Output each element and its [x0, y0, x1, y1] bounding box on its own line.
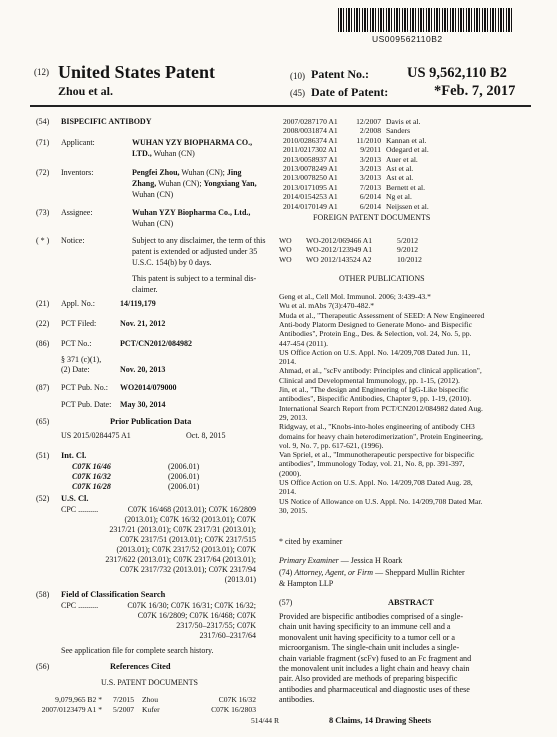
foreign-doc-number: WO-2012/069466 A1 — [306, 236, 373, 245]
int-cl-version: (2006.01) — [168, 482, 200, 491]
us-doc-name: Bernett et al. — [386, 182, 426, 192]
other-publication-line: US Office Action on U.S. Appl. No. 14/209,708 Dated Jun. 11, — [279, 347, 471, 357]
code-57: (57) — [279, 598, 293, 607]
claims-sheets: 8 Claims, 14 Drawing Sheets — [329, 716, 432, 725]
code-58: (58) — [36, 590, 50, 599]
us-doc-date: 6/2014 — [359, 192, 381, 202]
field-search-line: C07K 16/2809; C07K 16/468; C07K — [137, 611, 256, 620]
us-doc-date: 7/2015 — [113, 695, 135, 704]
applicant-line1: WUHAN YZY BIOPHARMA CO., — [132, 138, 253, 147]
us-doc-date: 7/2013 — [359, 182, 381, 192]
field-search-note: See application file for complete search history. — [61, 646, 214, 655]
us-doc-number: 2013/0058937 A1 — [283, 154, 338, 164]
cpc-line: C07K 2317/732 (2013.01); C07K 2317/94 — [119, 565, 256, 574]
cpc-line: C07K 16/468 (2013.01); C07K 16/2809 — [127, 505, 256, 514]
inventors-line1: Pengfei Zhou, Wuhan (CN); Jing — [132, 168, 242, 177]
code-10: (10) — [290, 71, 305, 81]
us-doc-name: Odegard et al. — [386, 145, 429, 155]
barcode — [338, 8, 514, 32]
us-doc-date: 3/2013 — [359, 173, 381, 183]
date-of-patent-label: Date of Patent: — [311, 85, 389, 99]
us-doc-date: 3/2013 — [359, 154, 381, 164]
code-12: (12) — [34, 67, 49, 77]
inventors-line2: Zhang, Wuhan (CN); Yongxiang Yan, — [132, 179, 257, 188]
inventor-short: Zhou et al. — [58, 84, 114, 98]
us-patent-docs-title: U.S. PATENT DOCUMENTS — [101, 678, 198, 687]
foreign-doc-number: WO-2012/123949 A1 — [306, 245, 373, 255]
assignee-line2: Wuhan (CN) — [132, 219, 174, 228]
other-publication-line: Wu et al. mAbs 7(3):470-482.* — [279, 301, 375, 311]
section-371-date-label: (2) Date: — [61, 365, 90, 374]
cpc-line: (2013.01); C07K 16/32 (2013.01); C07K — [124, 515, 256, 524]
pct-pub-no-label: PCT Pub. No.: — [61, 383, 108, 392]
other-publication-line: antibodies", Bispecific Antibodies, Chapter 9, pp. 1-19, (2010). — [279, 394, 472, 404]
code-56: (56) — [36, 662, 50, 671]
cpc-line: 2317/21 (2013.01); C07K 2317/31 (2013.01); — [109, 525, 256, 534]
us-doc-name: Davis et al. — [386, 117, 421, 126]
prior-pub-date: Oct. 8, 2015 — [186, 431, 226, 440]
abstract-line: Provided are bispecific antibodies comprised of a single- — [279, 612, 464, 621]
applicant-line2: LTD., Wuhan (CN) — [132, 149, 195, 158]
us-doc-name: Sanders — [386, 126, 411, 136]
us-doc-name: Ast et al. — [386, 173, 414, 183]
us-doc-name: Ng et al. — [386, 192, 412, 202]
us-doc-number: 2013/0078249 A1 — [283, 164, 338, 173]
int-cl-version: (2006.01) — [168, 462, 200, 471]
other-publication-line: Van Spriel, et al., "Immunotherapeutic perspective for bispecific — [279, 450, 475, 460]
us-doc-name: Kufer — [142, 705, 160, 714]
notice-line3: U.S.C. 154(b) by 0 days. — [132, 258, 212, 267]
foreign-doc-date: 9/2012 — [397, 245, 419, 255]
abstract-line: chain variable fragment (scFv) fused to an Fc fragment and — [279, 653, 472, 663]
other-publication-line: Anti-body Platorm Designed to Generate Mono- and Bispecific — [279, 319, 472, 329]
code-54: (54) — [36, 117, 50, 126]
pct-pub-no-value: WO2014/079000 — [120, 383, 177, 392]
us-doc-number: 2007/0123479 A1 * — [41, 705, 102, 714]
field-search-title: Field of Classification Search — [61, 590, 166, 599]
abstract-line: chain unit having specificity to an immune cell and a — [279, 622, 451, 632]
other-publication-line: US Notice of Allowance on U.S. Appl. No. 14/209,708 Dated Mar. — [279, 496, 483, 506]
abstract-line: pair. Also provided are methods of preparing bispecific — [279, 674, 458, 684]
code-72: (72) — [36, 168, 50, 177]
other-publication-line: Antibodies", Protein Eng., Des. & Selection, vol. 24, No. 5, pp. — [279, 329, 472, 339]
assignee-label: Assignee: — [61, 208, 93, 217]
inventors-label: Inventors: — [61, 168, 94, 177]
other-publication-line: 447-454 (2011). — [279, 338, 329, 348]
other-publication-line: International Search Report from PCT/CN2012/084982 dated Aug. — [279, 403, 483, 413]
field-search-line: 2317/60–2317/64 — [199, 631, 256, 640]
date-of-patent-value: *Feb. 7, 2017 — [434, 83, 516, 99]
foreign-doc-country: WO — [279, 236, 292, 245]
us-doc-class: C07K 16/32 — [218, 695, 256, 704]
assignee-line1: Wuhan YZY Biopharma Co., Ltd., — [132, 208, 251, 217]
code-51: (51) — [36, 451, 50, 460]
int-cl-version: (2006.01) — [168, 472, 200, 481]
us-doc-date: 11/2010 — [356, 135, 381, 145]
abstract-line: microorganism. The single-chain unit includes a single- — [279, 643, 460, 653]
other-publication-line: Clinical and Developmental Immunology, pp. 1-15, (2012). — [279, 375, 460, 385]
references-cited-title: References Cited — [110, 662, 171, 671]
other-publication-line: 2014. — [279, 487, 297, 497]
code-71: (71) — [36, 138, 50, 147]
us-patent-docs-extra: 514/44 R — [251, 716, 280, 725]
pct-filed-value: Nov. 21, 2012 — [120, 319, 166, 328]
prior-pub-number: US 2015/0284475 A1 — [61, 431, 131, 440]
notice-line2: patent is extended or adjusted under 35 — [132, 247, 258, 256]
cpc-label: CPC .......... — [61, 505, 99, 514]
pct-no-value: PCT/CN2012/084982 — [120, 339, 192, 348]
applicant-label: Applicant: — [61, 138, 95, 147]
attorney-line2: & Hampton LLP — [279, 579, 334, 588]
code-22: (22) — [36, 319, 50, 328]
field-search-line: C07K 16/30; C07K 16/31; C07K 16/32; — [127, 601, 256, 610]
other-publications-title: OTHER PUBLICATIONS — [339, 274, 425, 283]
foreign-doc-date: 5/2012 — [397, 236, 419, 245]
code-87: (87) — [36, 383, 50, 392]
int-cl-class: C07K 16/28 — [72, 482, 111, 491]
notice-label: Notice: — [61, 236, 85, 245]
patent-number-barcode-text: US009562110B2 — [372, 34, 443, 44]
title-of-invention: BISPECIFIC ANTIBODY — [61, 117, 152, 126]
cpc-line: 2317/622 (2013.01); C07K 2317/64 (2013.01); — [105, 555, 256, 564]
foreign-doc-number: WO 2012/143524 A2 — [306, 254, 372, 264]
us-doc-name: Auer et al. — [386, 154, 418, 164]
foreign-doc-date: 10/2012 — [397, 254, 422, 264]
cpc-line: C07K 2317/51 (2013.01); C07K 2317/515 — [119, 535, 256, 544]
us-doc-number: 2013/0078250 A1 — [283, 173, 338, 183]
int-cl-class: C07K 16/46 — [72, 462, 111, 471]
cited-by-examiner-note: * cited by examiner — [279, 537, 343, 546]
prior-publication-title: Prior Publication Data — [110, 417, 192, 426]
patent-no-value: US 9,562,110 B2 — [407, 65, 507, 81]
pct-no-label: PCT No.: — [61, 339, 92, 348]
us-doc-date: 12/2007 — [356, 117, 381, 126]
us-doc-date: 5/2007 — [113, 705, 135, 714]
us-doc-number: 2013/0171095 A1 — [283, 182, 338, 192]
us-doc-number: 9,079,965 B2 * — [55, 695, 102, 704]
us-doc-name: Zhou — [142, 695, 159, 704]
other-publication-line: 30, 2015. — [279, 505, 308, 515]
section-371-date-value: Nov. 20, 2013 — [120, 365, 166, 374]
other-publication-line: (2000). — [279, 468, 302, 478]
abstract-line: monovalent unit having specificity to a tumor cell or a — [279, 632, 455, 642]
us-doc-date: 9/2011 — [360, 145, 381, 155]
us-doc-date: 6/2014 — [359, 201, 381, 211]
foreign-doc-country: WO — [279, 254, 292, 264]
us-doc-number: 2008/0031874 A1 — [283, 126, 338, 136]
us-doc-name: Neijssen et al. — [386, 201, 429, 211]
patent-no-label: Patent No.: — [311, 67, 369, 81]
other-publication-line: Muda et al., "Therapeutic Assessment of SEED: A New Engineered — [279, 310, 485, 320]
attorney-line1: (74) Attorney, Agent, or Firm — Sheppard Mullin Richter — [279, 568, 465, 577]
us-doc-number: 2014/0154253 A1 — [283, 192, 338, 202]
field-search-cpc-label: CPC .......... — [61, 601, 99, 610]
code-73: (73) — [36, 208, 50, 217]
field-search-line: 2317/50–2317/55; C07K — [176, 621, 256, 630]
int-cl-title: Int. Cl. — [61, 451, 87, 460]
document-title: United States Patent — [58, 62, 215, 82]
foreign-doc-country: WO — [279, 245, 292, 255]
primary-examiner: Primary Examiner — Jessica H Roark — [279, 556, 403, 565]
pct-pub-date-value: May 30, 2014 — [120, 400, 166, 409]
cpc-line: (2013.01); C07K 2317/52 (2013.01); C07K — [116, 545, 256, 554]
us-cl-title: U.S. Cl. — [61, 494, 89, 503]
abstract-line: antibodies. — [279, 695, 315, 705]
us-doc-number: 2007/0287170 A1 — [283, 117, 338, 126]
section-371: § 371 (c)(1), — [61, 355, 102, 364]
code-21: (21) — [36, 299, 50, 308]
code-52: (52) — [36, 494, 50, 503]
us-doc-name: Ast et al. — [386, 164, 414, 173]
abstract-title: ABSTRACT — [388, 598, 434, 607]
foreign-patent-docs-title: FOREIGN PATENT DOCUMENTS — [313, 213, 431, 222]
us-doc-number: 2010/0286374 A1 — [283, 135, 338, 145]
cpc-line: (2013.01) — [224, 575, 256, 584]
abstract-line: the monovalent unit includes a light chain and heavy chain — [279, 664, 470, 673]
pct-filed-label: PCT Filed: — [61, 319, 97, 328]
int-cl-class: C07K 16/32 — [72, 472, 111, 481]
other-publication-line: Geng et al., Cell Mol. Immunol. 2006; 3:439-43.* — [279, 292, 431, 301]
inventors-line3: Wuhan (CN) — [132, 190, 174, 199]
us-doc-number: 2014/0170149 A1 — [283, 201, 338, 211]
us-doc-date: 2/2008 — [359, 126, 381, 136]
notice-line1: Subject to any disclaimer, the term of this — [132, 236, 266, 245]
other-publication-line: 2014. — [279, 357, 297, 367]
header-rule — [30, 105, 531, 107]
us-doc-date: 3/2013 — [359, 164, 381, 173]
other-publication-line: Jin, et al., "The design and Engineering of IgG-Like bispecific — [279, 385, 469, 394]
us-doc-number: 2011/0217302 A1 — [283, 145, 338, 155]
other-publication-line: 29, 2013. — [279, 412, 308, 422]
code-45: (45) — [290, 88, 305, 98]
appl-no-label: Appl. No.: — [61, 299, 95, 308]
notice-code: ( * ) — [36, 236, 50, 245]
appl-no-value: 14/119,179 — [120, 299, 156, 308]
pct-pub-date-label: PCT Pub. Date: — [61, 400, 112, 409]
notice-line4: This patent is subject to a terminal dis- — [132, 274, 257, 283]
other-publication-line: antibodies", Immunology Today, vol. 21, No. 8, pp. 391-397, — [279, 459, 465, 469]
code-86: (86) — [36, 339, 50, 348]
us-doc-class: C07K 16/2803 — [211, 705, 256, 714]
abstract-line: antibodies and pharmaceutical and diagnostic uses of these — [279, 684, 470, 694]
notice-line5: claimer. — [132, 285, 158, 294]
other-publication-line: Ridgway, et al., "Knobs-into-holes engineering of antibody CH3 — [279, 422, 475, 432]
code-65: (65) — [36, 417, 50, 426]
other-publication-line: Ahmad, et al., "scFv antibody: Principles and clinical application", — [279, 366, 482, 376]
other-publication-line: vol. 9, No. 7, pp. 617-621, (1996). — [279, 440, 384, 450]
other-publication-line: domains for heavy chain heterodimerization", Protein Engineering, — [279, 431, 483, 441]
us-doc-name: Kannan et al. — [386, 135, 427, 145]
other-publication-line: US Office Action on U.S. Appl. No. 14/209,708 Dated Aug. 28, — [279, 478, 473, 487]
